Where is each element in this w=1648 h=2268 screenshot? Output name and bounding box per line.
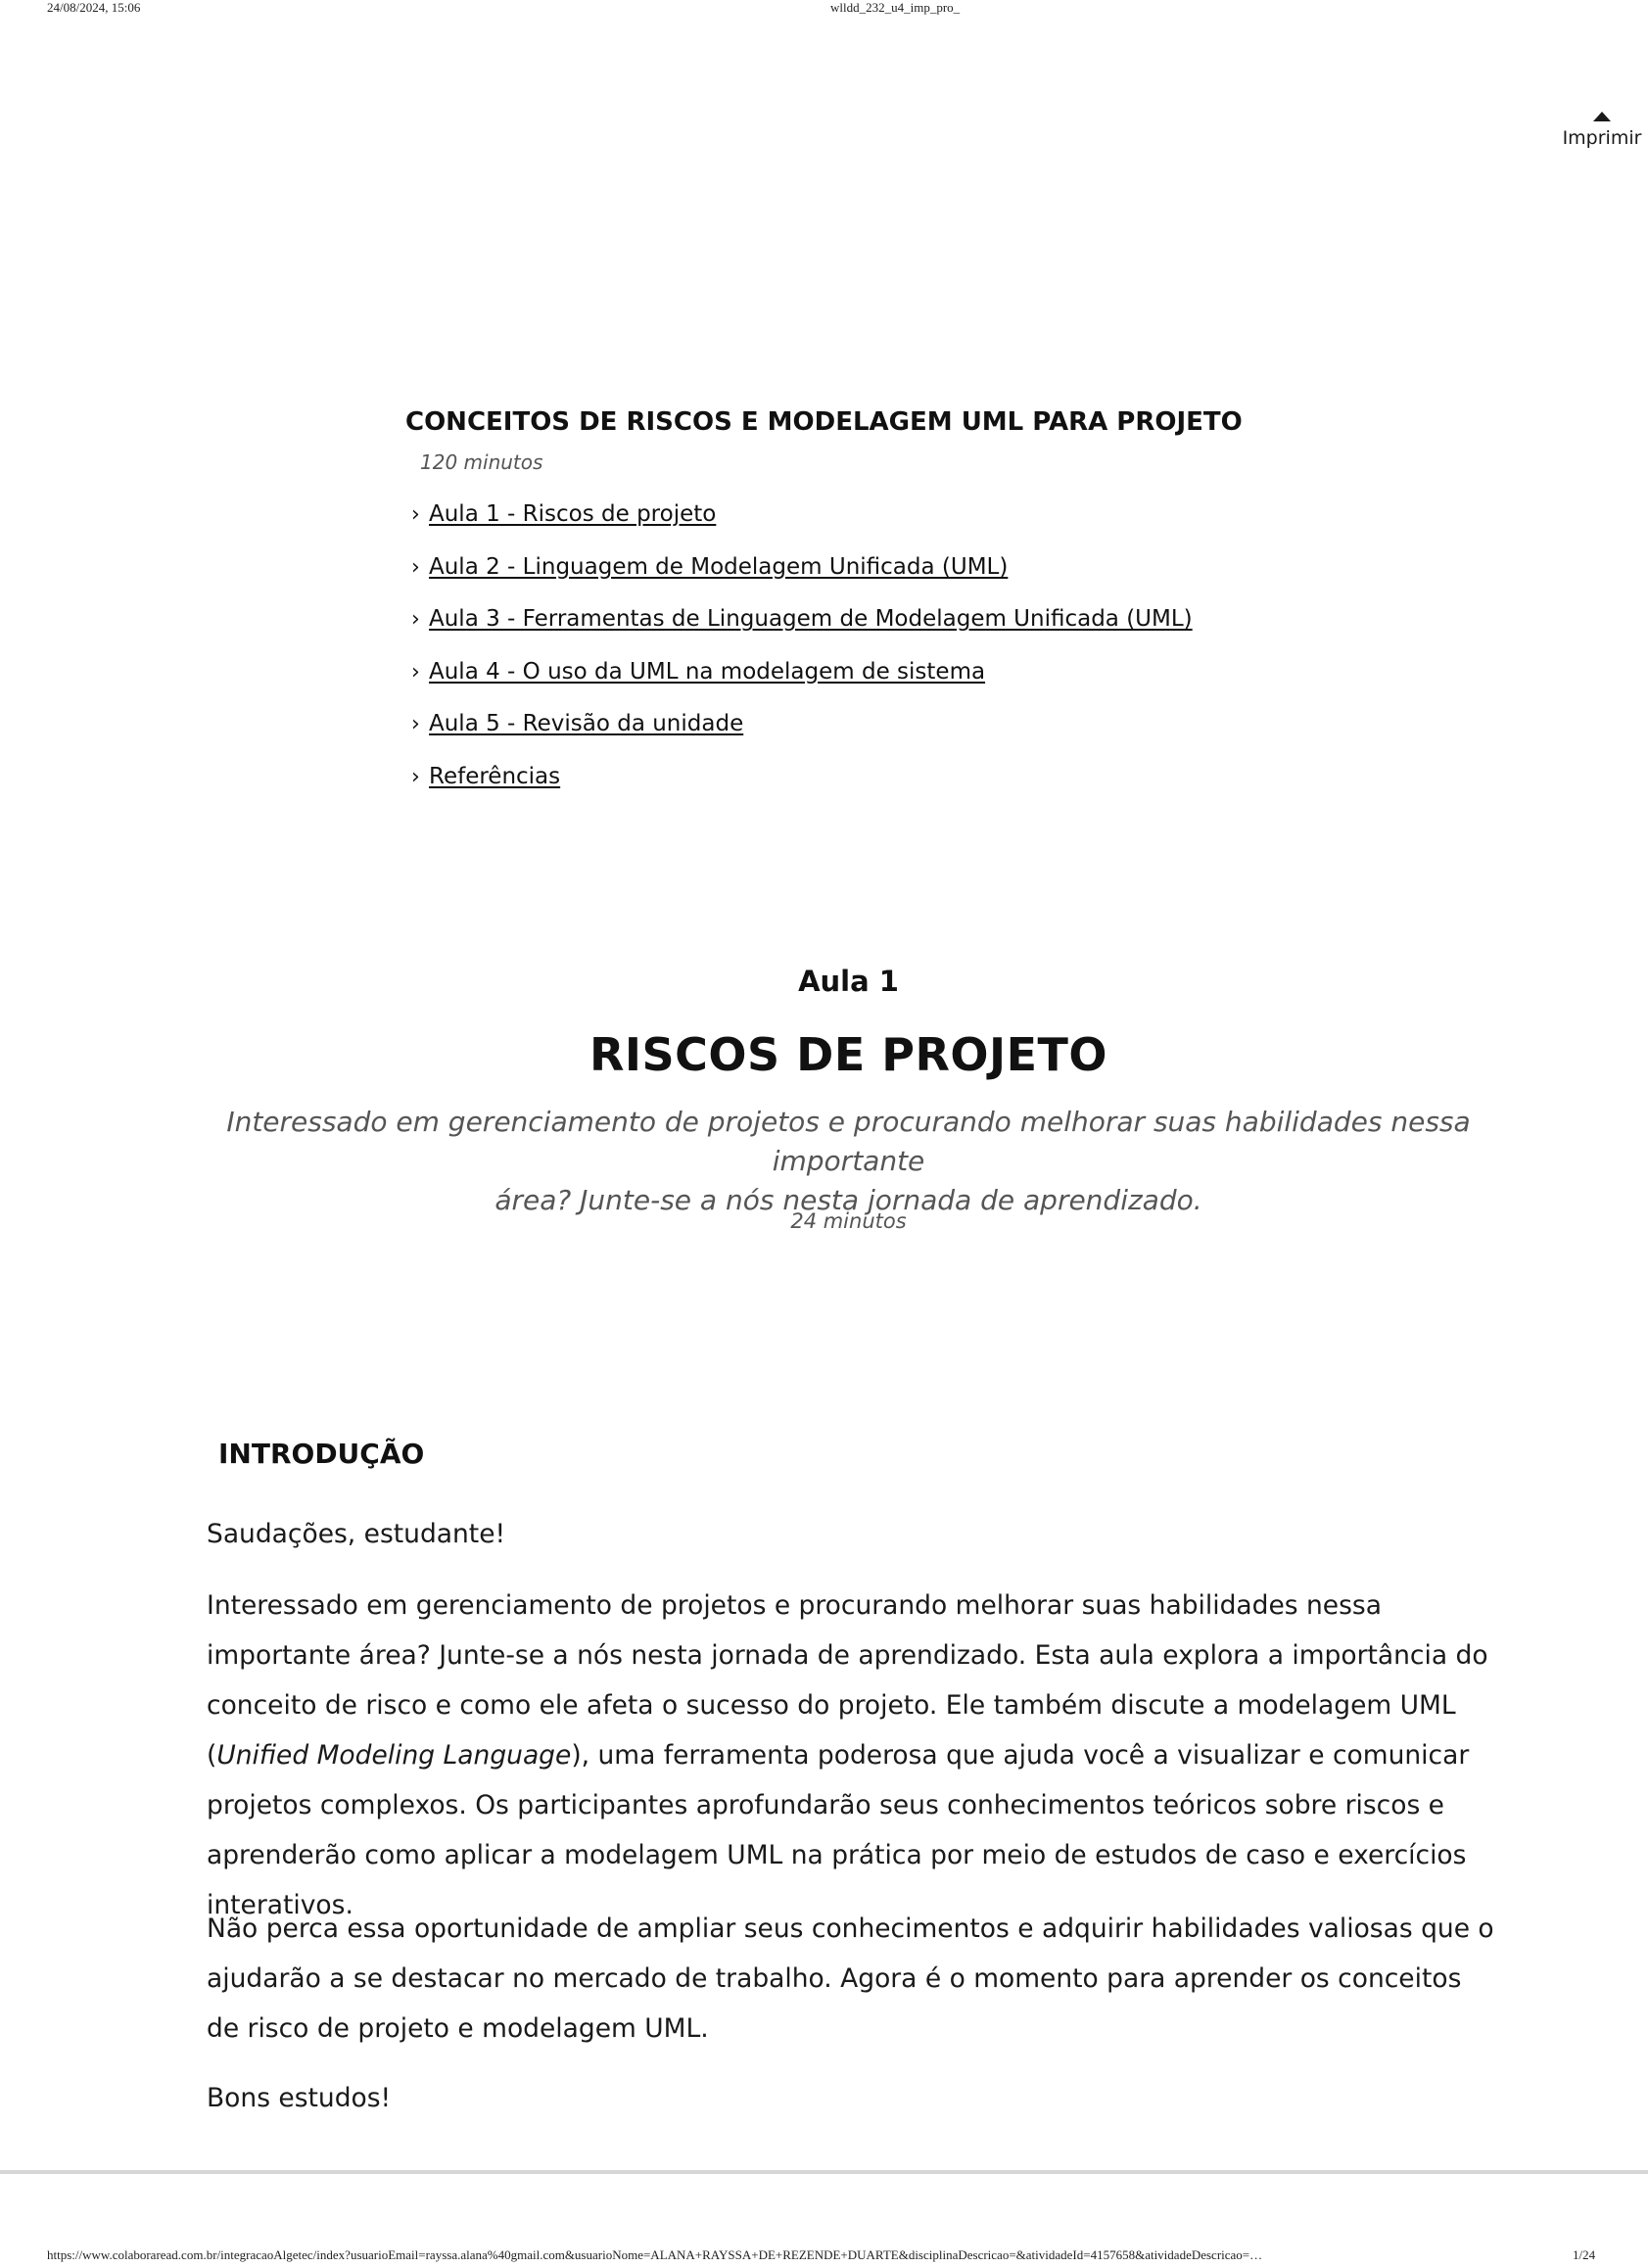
unit-duration: 120 minutos <box>420 450 543 474</box>
introduction-heading: INTRODUÇÃO <box>218 1438 425 1470</box>
chevron-right-icon: › <box>411 607 420 633</box>
chevron-right-icon: › <box>411 502 420 527</box>
chevron-right-icon: › <box>411 764 420 789</box>
intro-paragraph-1-italic-term: Unified Modeling Language <box>216 1740 572 1771</box>
intro-paragraph-1-text-a: Interessado em gerenciamento de projetos e procurando melhorar suas habilidades nessa importante área? Junte-se a nós nesta jornada de aprendizado. Esta aula explora a importância do conceito de risco e como ele afeta o sucesso do projeto. Ele também discute a modelagem UML ( <box>207 1590 1488 1771</box>
page-divider <box>0 2170 1648 2174</box>
intro-paragraph-1-text-b: ), uma ferramenta poderosa que ajuda você a visualizar e comunicar projetos complexos. Os participantes aprofundarão seus conhecimentos teóricos sobre riscos e aprenderão como aplicar a modelagem UML na prática por meio de estudos de caso e exercícios interativos. <box>207 1740 1470 1920</box>
toc-item-aula-3 <box>411 606 1193 659</box>
triangle-up-icon <box>1593 112 1611 121</box>
chevron-right-icon: › <box>411 659 420 685</box>
toc-link-aula-5[interactable]: Aula 5 - Revisão da unidade <box>429 711 744 737</box>
toc-link-aula-4[interactable]: Aula 4 - O uso da UML na modelagem de sistema <box>429 658 986 685</box>
toc-link-referencias[interactable]: Referências <box>429 763 561 789</box>
intro-paragraph-1 <box>207 1581 1499 1930</box>
lesson-subtitle <box>196 1103 1501 1220</box>
lesson-subtitle-line-2: área? Junte-se a nós nesta jornada de aprendizado. <box>494 1184 1202 1216</box>
toc-item-aula-5 <box>411 711 1193 764</box>
print-date: 24/08/2024, 15:06 <box>47 0 141 15</box>
lesson-subtitle-line-1: Interessado em gerenciamento de projetos e procurando melhorar suas habilidades nessa importante <box>226 1106 1471 1177</box>
table-of-contents <box>411 501 1193 817</box>
print-button[interactable] <box>1555 112 1648 149</box>
toc-item-aula-1 <box>411 501 1193 554</box>
unit-title: CONCEITOS DE RISCOS E MODELAGEM UML PARA PROJETO <box>405 407 1243 437</box>
print-button-label: Imprimir <box>1562 127 1642 149</box>
toc-link-aula-1[interactable]: Aula 1 - Riscos de projeto <box>429 501 717 527</box>
chevron-right-icon: › <box>411 712 420 737</box>
intro-closing: Bons estudos! <box>207 2083 392 2113</box>
print-page-number: 1/24 <box>1573 2247 1596 2262</box>
intro-paragraph-2: Não perca essa oportunidade de ampliar seus conhecimentos e adquirir habilidades valiosas que o ajudarão a se destacar no mercado de trabalho. Agora é o momento para aprender os conceitos de risco de projeto e modelagem UML. <box>207 1914 1494 2044</box>
toc-link-aula-2[interactable]: Aula 2 - Linguagem de Modelagem Unificada (UML) <box>429 553 1009 580</box>
print-document-title: wlldd_232_u4_imp_pro_ <box>830 0 961 15</box>
toc-item-referencias <box>411 764 1193 817</box>
toc-item-aula-2 <box>411 554 1193 607</box>
lesson-number: Aula 1 <box>798 965 899 998</box>
lesson-title: RISCOS DE PROJETO <box>589 1028 1108 1081</box>
lesson-duration: 24 minutos <box>790 1209 907 1233</box>
toc-item-aula-4 <box>411 659 1193 712</box>
print-footer-url: https://www.colaboraread.com.br/integracaoAlgetec/index?usuarioEmail=rayssa.alana%40gmail.com&usuarioNome=ALANA+RAYSSA+DE+REZENDE+DUARTE&disciplinaDescricao=&atividadeId=4157658&atividadeDescricao=… <box>47 2247 1263 2262</box>
toc-link-aula-3[interactable]: Aula 3 - Ferramentas de Linguagem de Modelagem Unificada (UML) <box>429 606 1193 633</box>
intro-greeting: Saudações, estudante! <box>207 1519 506 1549</box>
chevron-right-icon: › <box>411 554 420 580</box>
